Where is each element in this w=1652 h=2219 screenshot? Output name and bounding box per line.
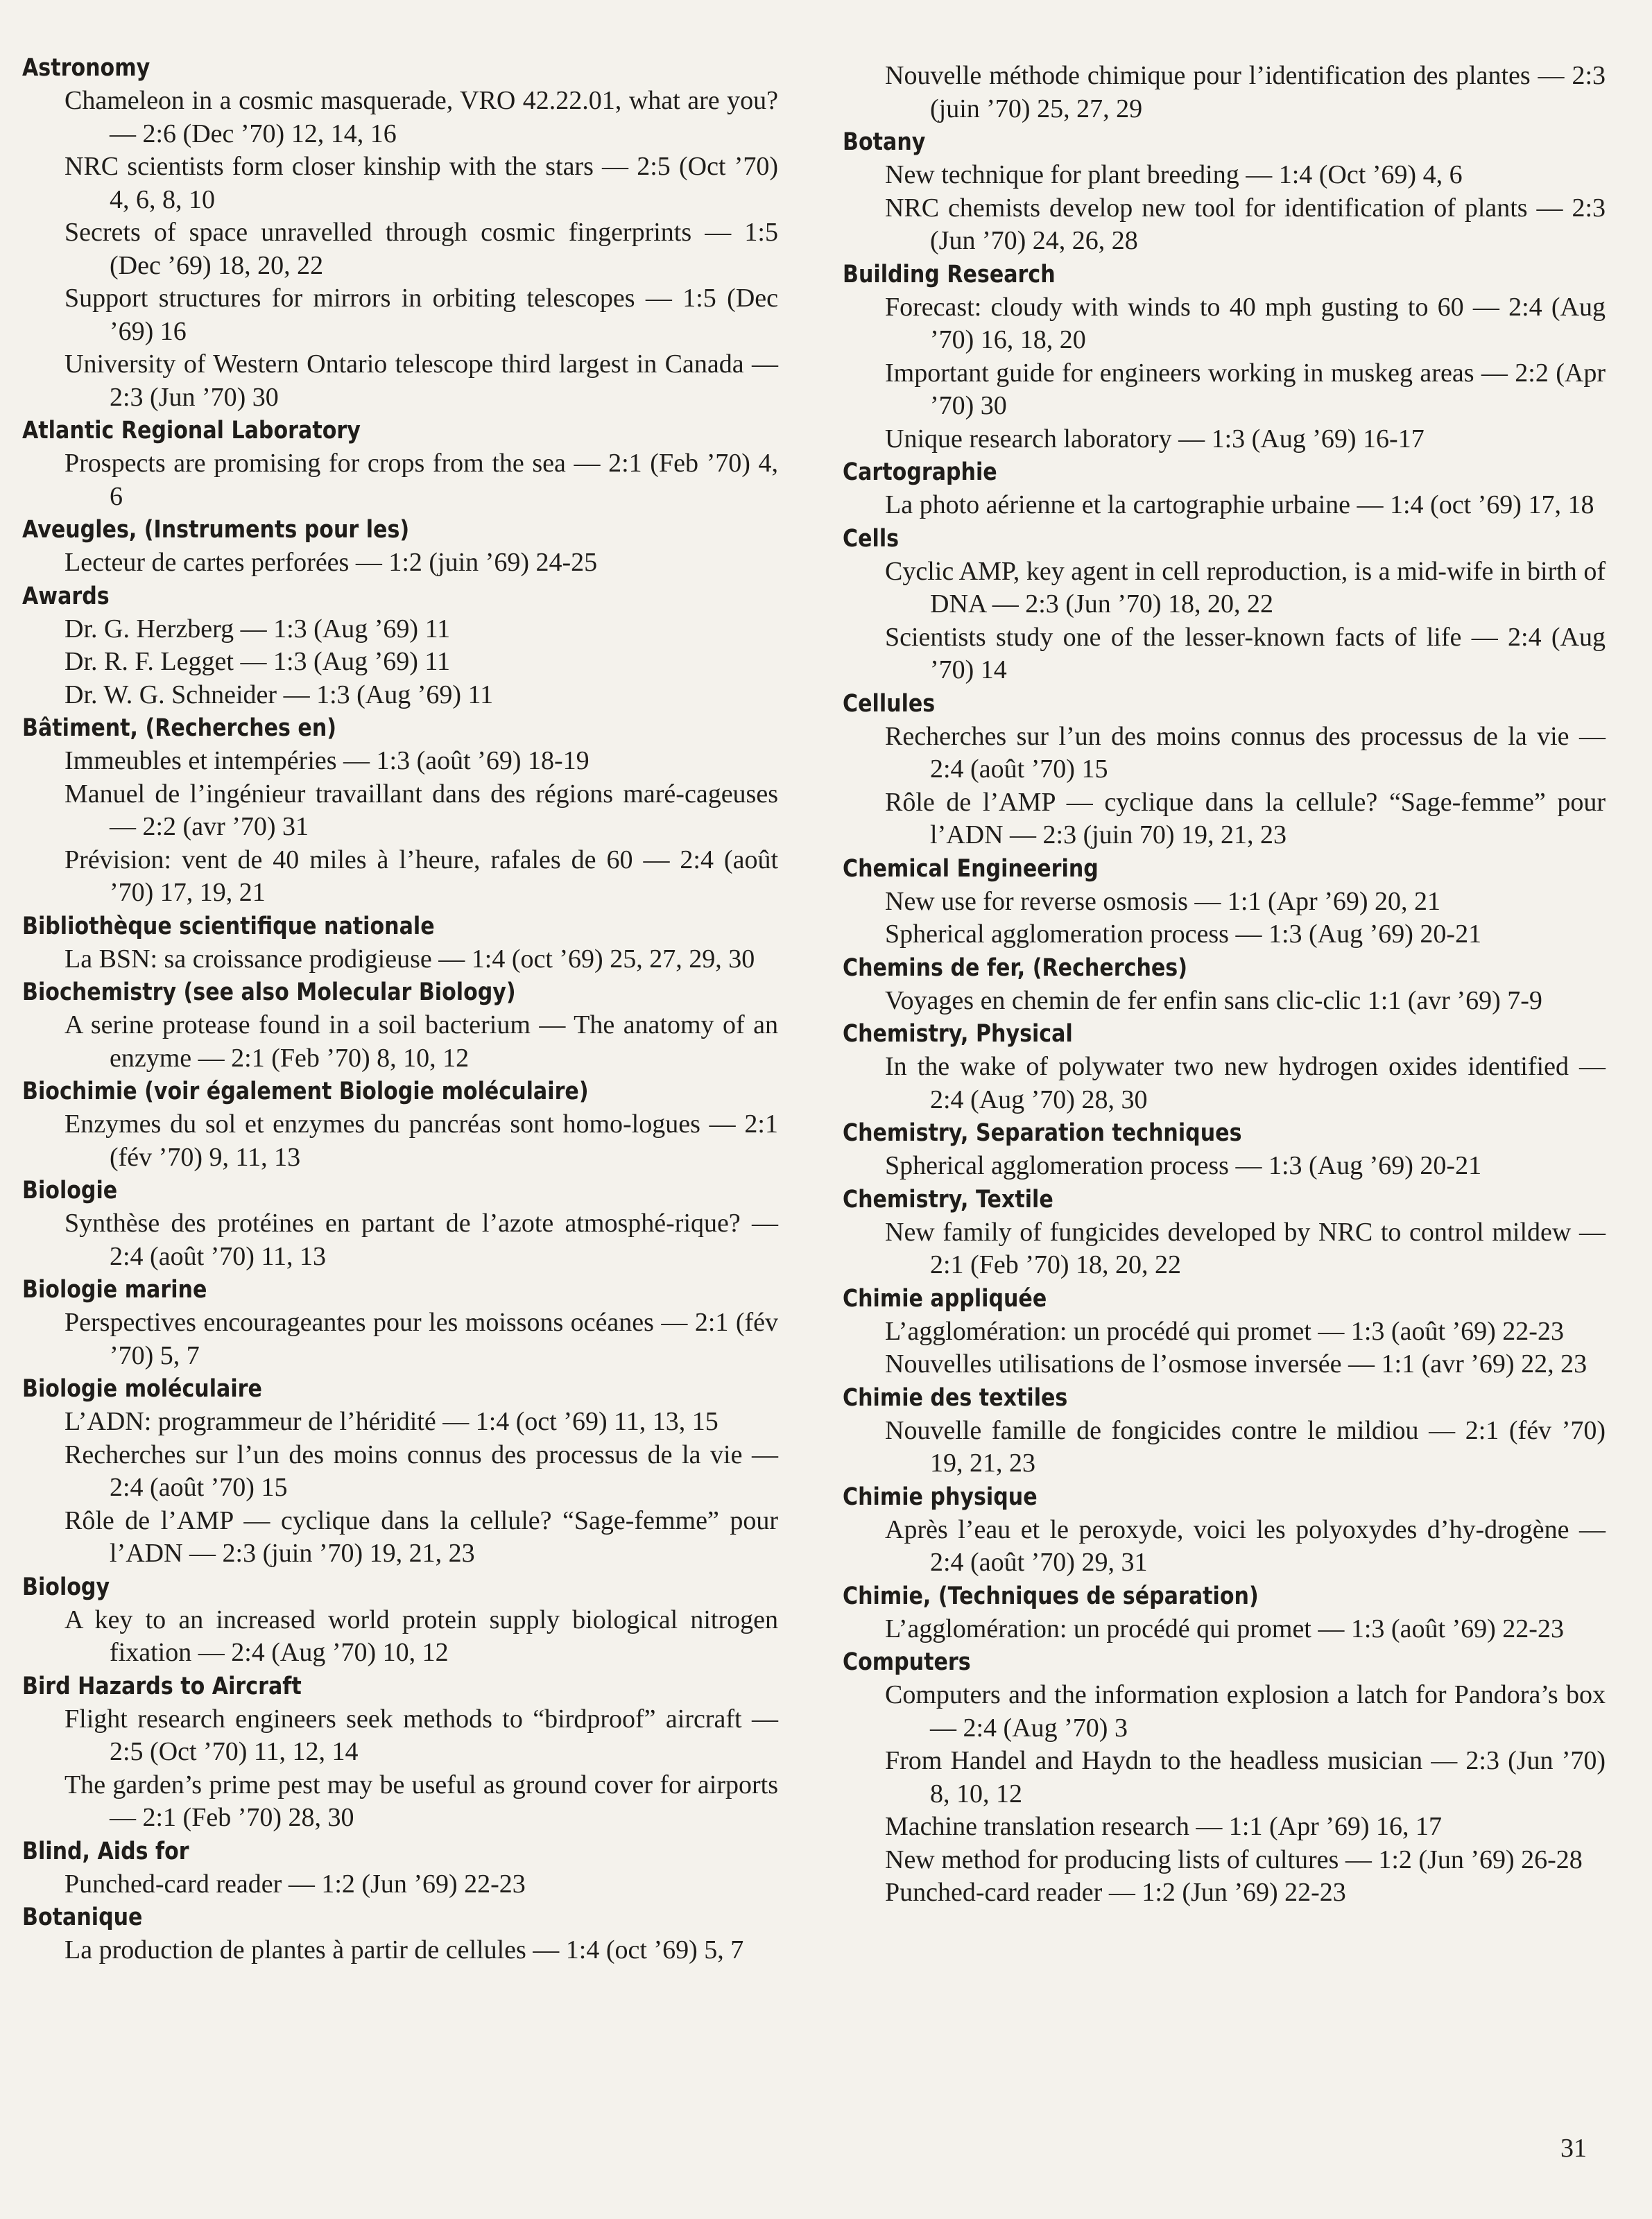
- index-entry: Unique research laboratory — 1:3 (Aug ’69) 16-17: [885, 424, 1425, 454]
- index-entry: Nouvelles utilisations de l’osmose inversée — 1:1 (avr ’69) 22, 23: [885, 1349, 1588, 1379]
- section-heading: Astronomy: [22, 54, 150, 82]
- index-entry: Perspectives encourageantes pour les moissons océanes — 2:1 (fév ’70) 5, 7: [64, 1308, 778, 1370]
- index-entry: New technique for plant breeding — 1:4 (Oct ’69) 4, 6: [885, 160, 1463, 189]
- index-section: [22, 976, 778, 1075]
- index-entry: Immeubles et intempéries — 1:3 (août ’69) 18-19: [64, 746, 590, 775]
- index-entry: NRC chemists develop new tool for identification of plants — 2:3 (Jun ’70) 24, 26, 28: [885, 193, 1606, 255]
- index-entry: Voyages en chemin de fer enfin sans clic-clic 1:1 (avr ’69) 7-9: [885, 985, 1542, 1015]
- index-entry: Rôle de l’AMP — cyclique dans la cellule? “Sage-femme” pour l’ADN — 2:3 (juin ’70) 19, 21, 23: [64, 1505, 778, 1568]
- index-entry: Important guide for engineers working in muskeg areas — 2:2 (Apr ’70) 30: [885, 358, 1606, 420]
- index-entry: Rôle de l’AMP — cyclique dans la cellule? “Sage-femme” pour l’ADN — 2:3 (juin 70) 19, 21, 23: [885, 787, 1606, 849]
- index-entry: Nouvelle méthode chimique pour l’identification des plantes — 2:3 (juin ’70) 25, 27, 29: [885, 61, 1606, 123]
- index-section: [843, 1183, 1606, 1282]
- index-entry: L’agglomération: un procédé qui promet — 1:3 (août ’69) 22-23: [885, 1316, 1564, 1346]
- index-entry: New method for producing lists of cultures — 1:2 (Jun ’69) 26-28: [885, 1845, 1583, 1874]
- index-entry: Manuel de l’ingénieur travaillant dans des régions maré-cageuses — 2:2 (avr ’70) 31: [64, 779, 778, 841]
- section-heading: Aveugles, (Instruments pour les): [22, 516, 410, 544]
- index-entry: Scientists study one of the lesser-known facts of life — 2:4 (Aug ’70) 14: [885, 622, 1606, 684]
- right-column: [843, 60, 1606, 1910]
- index-section: [843, 1580, 1606, 1646]
- index-section: [843, 1381, 1606, 1480]
- section-heading: Blind, Aids for: [22, 1837, 189, 1865]
- index-entry: New family of fungicides developed by NRC to control mildew — 2:1 (Feb ’70) 18, 20, 22: [885, 1217, 1606, 1279]
- index-section: [843, 1017, 1606, 1116]
- index-entry: Cyclic AMP, key agent in cell reproduction, is a mid-wife in birth of DNA — 2:3 (Jun ’70) 18, 20, 22: [885, 556, 1606, 619]
- left-column: [22, 51, 778, 1967]
- section-heading: Chemistry, Textile: [843, 1185, 1053, 1214]
- index-entry: Dr. G. Herzberg — 1:3 (Aug ’69) 11: [64, 614, 451, 644]
- section-heading: Chemins de fer, (Recherches): [843, 953, 1187, 982]
- index-entry: La photo aérienne et la cartographie urbaine — 1:4 (oct ’69) 17, 18: [885, 490, 1594, 519]
- section-heading: Biologie: [22, 1177, 118, 1205]
- index-section: [22, 910, 778, 976]
- section-heading: Botanique: [22, 1903, 143, 1931]
- section-heading: Chimie appliquée: [843, 1284, 1047, 1313]
- section-heading: Bibliothèque scientifique nationale: [22, 912, 435, 940]
- section-heading: Building Research: [843, 260, 1056, 288]
- index-entry: Dr. W. G. Schneider — 1:3 (Aug ’69) 11: [64, 680, 494, 709]
- section-heading: Cellules: [843, 689, 936, 718]
- index-section: [22, 1372, 778, 1571]
- section-heading: Chemical Engineering: [843, 854, 1099, 883]
- index-entry: La production de plantes à partir de cellules — 1:4 (oct ’69) 5, 7: [64, 1935, 744, 1965]
- index-entry: Punched-card reader — 1:2 (Jun ’69) 22-23: [885, 1878, 1346, 1907]
- index-entry: Synthèse des protéines en partant de l’azote atmosphé-rique? — 2:4 (août ’70) 11, 13: [64, 1209, 778, 1271]
- index-entry: Spherical agglomeration process — 1:3 (Aug ’69) 20-21: [885, 919, 1482, 949]
- index-section: [22, 414, 778, 513]
- index-entry: Prospects are promising for crops from the sea — 2:1 (Feb ’70) 4, 6: [64, 449, 778, 511]
- section-heading: Biology: [22, 1573, 110, 1601]
- page-number: 31: [1560, 2134, 1587, 2163]
- index-entry: Secrets of space unravelled through cosmic fingerprints — 1:5 (Dec ’69) 18, 20, 22: [64, 218, 778, 280]
- index-entry: University of Western Ontario telescope third largest in Canada — 2:3 (Jun ’70) 30: [64, 349, 778, 412]
- index-section: [22, 1075, 778, 1174]
- section-heading: Biologie moléculaire: [22, 1375, 262, 1403]
- index-section: [843, 1646, 1606, 1910]
- index-entry: Punched-card reader — 1:2 (Jun ’69) 22-23: [64, 1869, 526, 1899]
- section-heading: Chimie, (Techniques de séparation): [843, 1582, 1259, 1610]
- index-entry: Machine translation research — 1:1 (Apr ’69) 16, 17: [885, 1812, 1443, 1841]
- index-entry: In the wake of polywater two new hydrogen oxides identified — 2:4 (Aug ’70) 28, 30: [885, 1052, 1606, 1114]
- index-section: [22, 1835, 778, 1901]
- index-entry: Nouvelle famille de fongicides contre le mildiou — 2:1 (fév ’70) 19, 21, 23: [885, 1415, 1606, 1478]
- index-entry: A key to an increased world protein supply biological nitrogen fixation — 2:4 (Aug ’70) 10, 12: [64, 1605, 778, 1667]
- section-heading: Bird Hazards to Aircraft: [22, 1672, 302, 1700]
- index-entry: Lecteur de cartes perforées — 1:2 (juin ’69) 24-25: [64, 548, 598, 577]
- index-entry: Recherches sur l’un des moins connus des processus de la vie — 2:4 (août ’70) 15: [885, 721, 1606, 784]
- index-section: [22, 580, 778, 712]
- index-entry: L’ADN: programmeur de l’héridité — 1:4 (oct ’69) 11, 13, 15: [64, 1407, 719, 1436]
- section-heading: Biochimie (voir également Biologie moléculaire): [22, 1078, 589, 1105]
- index-section: [843, 951, 1606, 1018]
- index-section: [843, 852, 1606, 951]
- index-entry: Computers and the information explosion a latch for Pandora’s box — 2:4 (Aug ’70) 3: [885, 1680, 1606, 1743]
- index-section: [843, 456, 1606, 522]
- index-section: [843, 1282, 1606, 1381]
- index-entry: L’agglomération: un procédé qui promet — 1:3 (août ’69) 22-23: [885, 1614, 1564, 1643]
- index-entry: From Handel and Haydn to the headless musician — 2:3 (Jun ’70) 8, 10, 12: [885, 1746, 1606, 1808]
- section-heading: Biochemistry (see also Molecular Biology): [22, 978, 516, 1006]
- section-heading: Computers: [843, 1648, 971, 1676]
- index-section: [22, 1273, 778, 1372]
- index-section: [22, 51, 778, 414]
- index-section: [843, 1480, 1606, 1580]
- index-section: [843, 258, 1606, 456]
- index-entry: Spherical agglomeration process — 1:3 (Aug ’69) 20-21: [885, 1151, 1482, 1180]
- index-entry: New use for reverse osmosis — 1:1 (Apr ’69) 20, 21: [885, 886, 1441, 916]
- section-heading: Awards: [22, 582, 110, 610]
- index-entry: Prévision: vent de 40 miles à l’heure, rafales de 60 — 2:4 (août ’70) 17, 19, 21: [64, 845, 778, 907]
- index-section: [22, 1901, 778, 1967]
- index-section: [22, 711, 778, 910]
- index-section: [843, 522, 1606, 687]
- index-section: [843, 126, 1606, 258]
- index-section: [22, 1174, 778, 1273]
- index-entry: Support structures for mirrors in orbiting telescopes — 1:5 (Dec ’69) 16: [64, 284, 778, 346]
- section-heading: Cells: [843, 524, 900, 553]
- index-entry: NRC scientists form closer kinship with the stars — 2:5 (Oct ’70) 4, 6, 8, 10: [64, 152, 778, 214]
- index-entry: Chameleon in a cosmic masquerade, VRO 42.22.01, what are you? — 2:6 (Dec ’70) 12, 14, 16: [64, 86, 778, 148]
- index-entry: Forecast: cloudy with winds to 40 mph gusting to 60 — 2:4 (Aug ’70) 16, 18, 20: [885, 292, 1606, 354]
- section-heading: Chimie des textiles: [843, 1383, 1068, 1412]
- section-heading: Atlantic Regional Laboratory: [22, 417, 361, 444]
- index-section: [22, 1670, 778, 1835]
- section-heading: Bâtiment, (Recherches en): [22, 714, 337, 742]
- index-entry: A serine protease found in a soil bacterium — The anatomy of an enzyme — 2:1 (Feb ’70) 8, 10, 12: [64, 1010, 778, 1073]
- index-section: [22, 1571, 778, 1670]
- index-entry: Recherches sur l’un des moins connus des processus de la vie — 2:4 (août ’70) 15: [64, 1440, 778, 1502]
- section-heading: Botany: [843, 128, 926, 156]
- continued-entries: [843, 60, 1606, 126]
- section-heading: Chimie physique: [843, 1483, 1038, 1511]
- index-entry: Après l’eau et le peroxyde, voici les polyoxydes d’hy-drogène — 2:4 (août ’70) 29, 31: [885, 1514, 1606, 1577]
- index-entry: Flight research engineers seek methods to “birdproof” aircraft — 2:5 (Oct ’70) 11, 12, 14: [64, 1704, 778, 1766]
- index-entry: La BSN: sa croissance prodigieuse — 1:4 (oct ’69) 25, 27, 29, 30: [64, 944, 755, 974]
- section-heading: Chemistry, Separation techniques: [843, 1119, 1242, 1147]
- section-heading: Chemistry, Physical: [843, 1020, 1073, 1048]
- index-entry: Dr. R. F. Legget — 1:3 (Aug ’69) 11: [64, 647, 450, 676]
- section-heading: Cartographie: [843, 458, 997, 486]
- index-section: [843, 1116, 1606, 1183]
- index-section: [22, 513, 778, 580]
- index-entry: The garden’s prime pest may be useful as ground cover for airports — 2:1 (Feb ’70) 28, 30: [64, 1770, 778, 1832]
- index-section: [843, 687, 1606, 852]
- index-entry: Enzymes du sol et enzymes du pancréas sont homo-logues — 2:1 (fév ’70) 9, 11, 13: [64, 1110, 778, 1172]
- section-heading: Biologie marine: [22, 1276, 207, 1304]
